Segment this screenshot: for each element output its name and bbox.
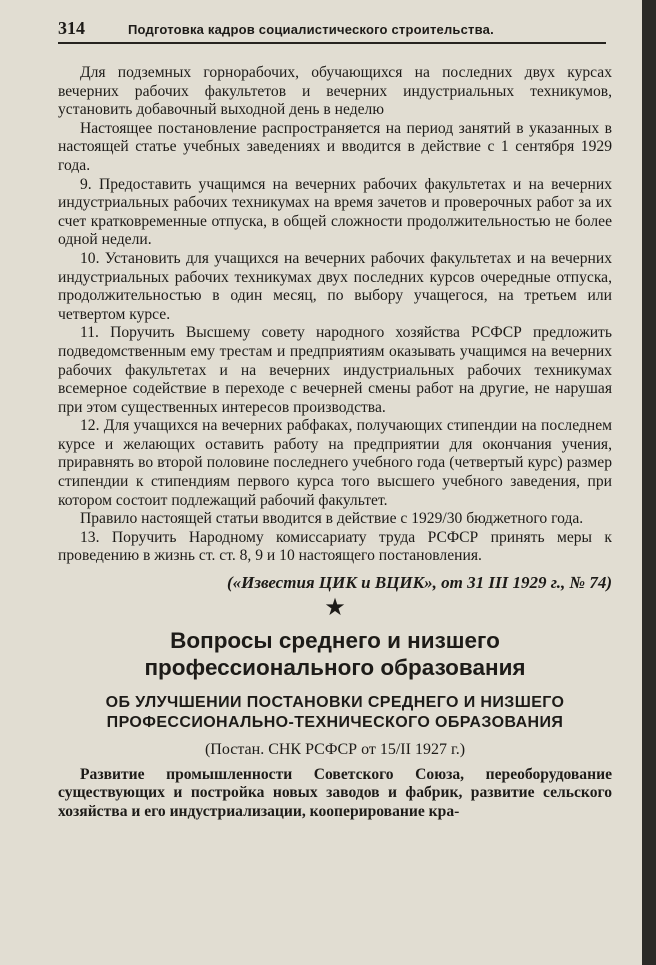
decree-intro (58, 766, 612, 822)
paragraph: 9. Предоставить учащимся на вечерних рабочих факультетах и на вечерних индустриальных рабочих техникумах на время зачетов и проверочных работ за их счет кратковременные отпуска, в общей сложности продолжительностью не более одной недели. (58, 175, 612, 249)
page-header (58, 18, 606, 44)
paragraph: Правило настоящей статьи вводится в действие с 1929/30 бюджетного года. (80, 510, 584, 528)
paragraph: 11. Поручить Высшему совету народного хозяйства РСФСР предложить подведомственным ему трестам и предприятиям оказывать учащимся на вечерних рабочих факультетах и на вечерних индустриальных рабочих техникумах всемерное содействие в переходе с вечерней смены работ на другие, не нарушая при этом существенных интересов производства. (58, 324, 612, 416)
decree-subtitle: (Постан. СНК РСФСР от 15/II 1927 г.) (204, 741, 466, 759)
section-title: Вопросы среднего и низшего профессионального образования (144, 628, 526, 681)
paragraph: Для подземных горнорабочих, обучающихся на последних двух курсах вечерних рабочих факультетов и вечерних индустриальных техникумов, установить добавочный выходной день в неделю (58, 64, 612, 119)
decree-title: ОБ УЛУЧШЕНИИ ПОСТАНОВКИ СРЕДНЕГО И НИЗШЕГО ПРОФЕССИОНАЛЬНО-ТЕХНИЧЕСКОГО ОБРАЗОВАНИЯ (105, 694, 565, 732)
paragraph: 10. Установить для учащихся на вечерних рабочих факультетах и на вечерних индустриальных рабочих техникумах двух последних курсов очередные отпуска, продолжительностью в один месяц, по выбору учащегося, на третьем или четвертом курсе. (58, 249, 612, 323)
intro-paragraph: Развитие промышленности Советского Союза, переоборудование существующих и постройка новых заводов и фабрик, развитие сельского хозяйства и его индустриализации, кооперирование кра- (58, 765, 612, 820)
paragraph: 12. Для учащихся на вечерних рабфаках, получающих стипендии на последнем курсе и желающих оставить работу на предприятии для окончания учения, приравнять во второй половине последнего учебного года (четвертый курс) размер стипендии к стипендиям первого курса того высшего учебного заведения, при котором состоит подлежащий рабочий факультет. (58, 417, 612, 509)
source-citation: («Известия ЦИК и ВЦИК», от 31 III 1929 г., № 74) (226, 573, 612, 593)
paragraph: 13. Поручить Народному комиссариату труда РСФСР принять меры к проведению в жизнь ст. ст. 8, 9 и 10 настоящего постановления. (58, 528, 612, 565)
article-body (58, 64, 612, 822)
star-separator-icon: ★ (324, 594, 346, 621)
page-number: 314 (58, 18, 85, 38)
running-title: Подготовка кадров социалистического строительства. (128, 22, 494, 37)
paragraph: Настоящее постановление распространяется на период занятий в указанных в настоящей статье учебных заведениях и вводится в действие с 1 сентября 1929 года. (58, 119, 612, 174)
